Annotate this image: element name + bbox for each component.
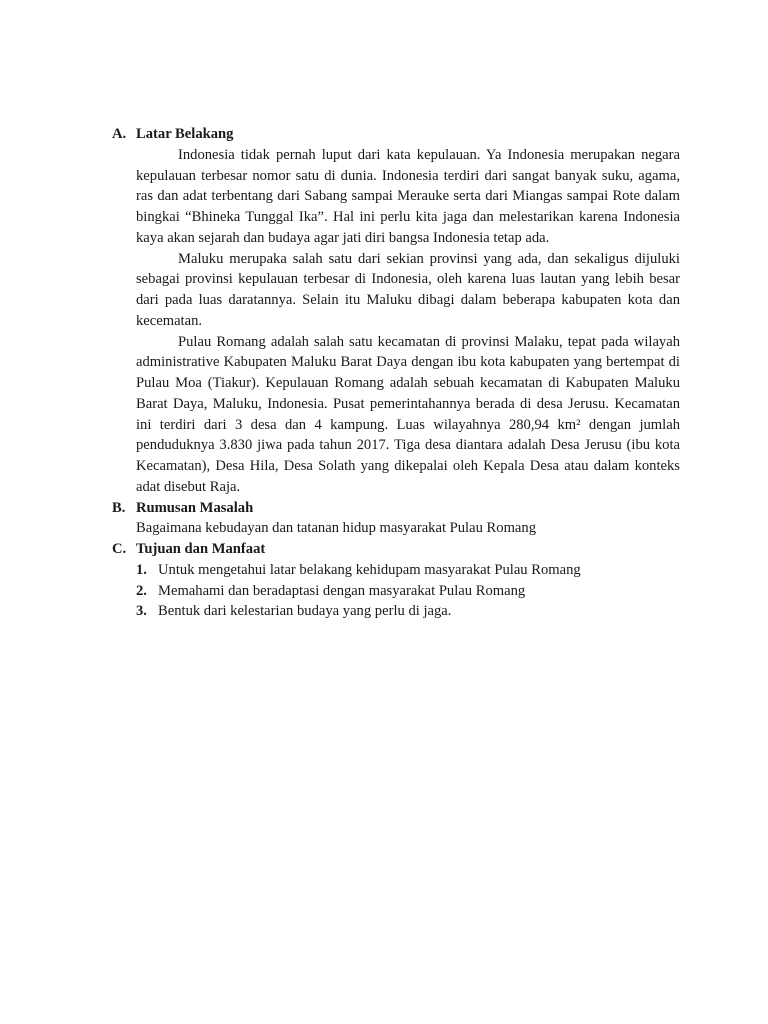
list-item bbox=[136, 581, 680, 602]
section-title: Rumusan Masalah bbox=[136, 499, 254, 516]
list-number: 3. bbox=[136, 603, 147, 620]
paragraph: Bagaimana kebudayan dan tatanan hidup masyarakat Pulau Romang bbox=[136, 520, 536, 537]
section-heading-c bbox=[112, 539, 680, 560]
section-body-a bbox=[136, 145, 680, 498]
list-number: 2. bbox=[136, 582, 147, 599]
section-marker: C. bbox=[112, 541, 127, 557]
list-text: Memahami dan beradaptasi dengan masyarakat Pulau Romang bbox=[158, 582, 526, 599]
section-heading-b bbox=[112, 498, 680, 519]
section-marker: A. bbox=[112, 126, 127, 142]
list-item bbox=[136, 601, 680, 622]
list-text: Untuk mengetahui latar belakang kehidupam masyarakat Pulau Romang bbox=[158, 561, 581, 578]
section-title: Latar Belakang bbox=[136, 126, 234, 142]
section-marker: B. bbox=[112, 499, 126, 516]
section-title: Tujuan dan Manfaat bbox=[136, 541, 266, 557]
numbered-list bbox=[136, 560, 680, 622]
list-number: 1. bbox=[136, 561, 147, 578]
paragraph: Indonesia tidak pernah luput dari kata kepulauan. Ya Indonesia merupakan negara kepulauan terbesar nomor satu di dunia. Indonesia terdiri dari sangat banyak suku, agama, ras dan adat terbentang dari Sabang sampai Merauke serta dari Miangas sampai Rote dalam bingkai “Bhineka Tunggal Ika”. Hal ini perlu kita jaga dan melestarikan karena Indonesia kaya akan sejarah dan budaya agar jati diri bangsa Indonesia tetap ada. bbox=[136, 146, 680, 246]
document-content bbox=[112, 124, 680, 622]
paragraph: Maluku merupaka salah satu dari sekian provinsi yang ada, dan sekaligus dijuluki sebagai provinsi kepulauan terbesar di Indonesia, oleh karena luas lautan yang lebih besar dari pada luas daratannya. Selain itu Maluku dibagi dalam beberapa kabupaten kota dan kecematan. bbox=[136, 250, 680, 329]
section-heading-a bbox=[112, 124, 680, 145]
section-body-b bbox=[136, 518, 680, 539]
section-body-c bbox=[136, 560, 680, 622]
list-text: Bentuk dari kelestarian budaya yang perlu di jaga. bbox=[158, 603, 452, 620]
paragraph: Pulau Romang adalah salah satu kecamatan di provinsi Malaku, tepat pada wilayah administrative Kabupaten Maluku Barat Daya dengan ibu kota kabupaten yang bertempat di Pulau Moa (Tiakur). Kepulauan Romang adalah sebuah kecamatan di Kabupaten Maluku Barat Daya, Maluku, Indonesia. Pusat pemerintahannya berada di desa Jerusu. Kecamatan ini terdiri dari 3 desa dan 4 kampung. Luas wilayahnya 280,94 km² dengan jumlah penduduknya 3.830 jiwa pada tahun 2017. Tiga desa diantara adalah Desa Jerusu (ibu kota Kecamatan), Desa Hila, Desa Solath yang dikepalai oleh Kepala Desa atau dalam konteks adat disebut Raja. bbox=[136, 333, 680, 495]
list-item bbox=[136, 560, 680, 581]
